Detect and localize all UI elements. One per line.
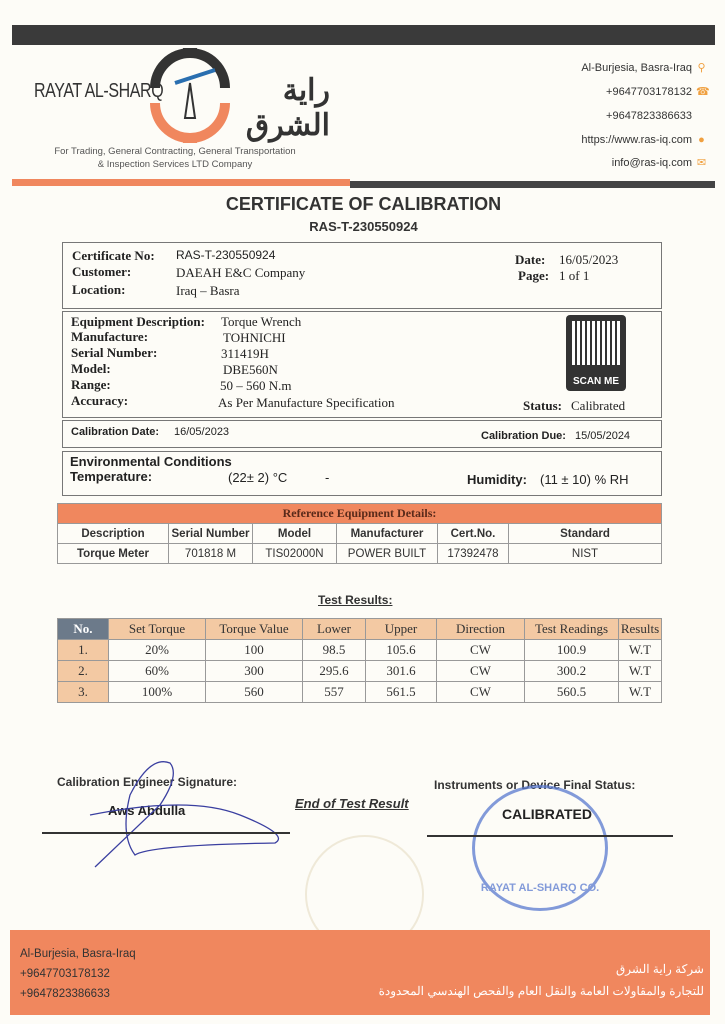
temperature-label: Temperature: bbox=[70, 469, 153, 484]
phone-icon: ☎ bbox=[696, 85, 710, 98]
footer-phone2: +9647823386633 bbox=[20, 988, 110, 1000]
equipment-desc-label: Equipment Description: bbox=[71, 314, 205, 329]
test-header-upper: Upper bbox=[366, 619, 437, 640]
page-subtitle: RAS-T-230550924 bbox=[309, 219, 418, 234]
contact-text: +9647823386633 bbox=[606, 110, 692, 122]
calibration-due-label: Calibration Due: bbox=[481, 430, 566, 442]
contact-address bbox=[581, 62, 707, 74]
page-label: Page: bbox=[518, 268, 550, 283]
table-row bbox=[58, 682, 662, 703]
divider-dark bbox=[350, 181, 715, 188]
calibration-due-value: 15/05/2024 bbox=[575, 430, 631, 442]
test-header-lower: Lower bbox=[303, 619, 366, 640]
test-cell: 560 bbox=[206, 682, 303, 703]
tagline-line1: For Trading, General Contracting, General Transportation bbox=[54, 146, 296, 157]
temperature-dash: - bbox=[325, 470, 330, 485]
contact-text: https://www.ras-iq.com bbox=[581, 134, 692, 146]
test-cell: CW bbox=[437, 682, 525, 703]
location-label: Location: bbox=[72, 282, 126, 297]
location-value: Iraq – Basra bbox=[176, 283, 240, 298]
footer-phone1: +9647703178132 bbox=[20, 968, 110, 980]
divider-orange bbox=[12, 179, 350, 186]
ref-header-serial: Serial Number bbox=[169, 524, 253, 544]
equipment-box bbox=[62, 311, 662, 418]
top-bar bbox=[12, 25, 715, 45]
contact-text: info@ras-iq.com bbox=[611, 157, 692, 169]
reference-title: Reference Equipment Details: bbox=[58, 504, 662, 524]
contact-phone1 bbox=[606, 85, 710, 98]
final-status-value: CALIBRATED bbox=[502, 806, 592, 822]
ref-cell: Torque Meter bbox=[58, 544, 169, 564]
range-value: 50 – 560 N.m bbox=[220, 378, 292, 393]
test-header-test-readings: Test Readings bbox=[525, 619, 619, 640]
cert-no-value: RAS-T-230550924 bbox=[176, 248, 276, 262]
ref-header-manufacturer: Manufacturer bbox=[337, 524, 438, 544]
equipment-desc-value: Torque Wrench bbox=[221, 314, 302, 329]
test-header-results: Results bbox=[619, 619, 662, 640]
ref-header-model: Model bbox=[253, 524, 337, 544]
stamp-text: RAYAT AL-SHARQ CO. bbox=[480, 882, 600, 894]
test-cell: 301.6 bbox=[366, 661, 437, 682]
test-header-direction: Direction bbox=[437, 619, 525, 640]
cert-no-label: Certificate No: bbox=[72, 248, 155, 263]
logo-text-en: RAYAT AL-SHARQ bbox=[34, 80, 164, 102]
test-header-torque-value: Torque Value bbox=[206, 619, 303, 640]
test-cell: 2. bbox=[58, 661, 109, 682]
test-cell: W.T bbox=[619, 640, 662, 661]
status-label: Status: bbox=[523, 398, 563, 413]
test-cell: 300 bbox=[206, 661, 303, 682]
footer bbox=[10, 930, 710, 1015]
customer-value: DAEAH E&C Company bbox=[176, 265, 306, 280]
qr-code-icon bbox=[572, 321, 620, 365]
contact-website bbox=[581, 134, 707, 146]
manufacture-value: TOHNICHI bbox=[223, 330, 286, 345]
test-cell: 295.6 bbox=[303, 661, 366, 682]
test-cell: W.T bbox=[619, 661, 662, 682]
qr-code[interactable] bbox=[566, 315, 626, 391]
customer-label: Customer: bbox=[72, 264, 132, 279]
test-cell: 100% bbox=[109, 682, 206, 703]
date-value: 16/05/2023 bbox=[559, 252, 619, 267]
page-value: 1 of 1 bbox=[559, 268, 590, 283]
end-of-test-result: End of Test Result bbox=[295, 796, 409, 811]
ref-header-standard: Standard bbox=[509, 524, 662, 544]
certificate-info-box bbox=[62, 242, 662, 309]
test-header-no: No. bbox=[58, 619, 109, 640]
test-cell: 300.2 bbox=[525, 661, 619, 682]
contact-phone2 bbox=[606, 110, 692, 122]
test-results-table bbox=[57, 618, 662, 703]
accuracy-label: Accuracy: bbox=[71, 393, 129, 408]
serial-value: 311419H bbox=[221, 346, 269, 361]
ref-cell: 17392478 bbox=[438, 544, 509, 564]
test-cell: CW bbox=[437, 661, 525, 682]
ref-cell: TIS02000N bbox=[253, 544, 337, 564]
logo-text-ar: راية الشرق bbox=[245, 74, 330, 142]
tagline-line2: & Inspection Services LTD Company bbox=[97, 159, 253, 170]
company-stamp bbox=[472, 785, 608, 911]
test-header-set-torque: Set Torque bbox=[109, 619, 206, 640]
tagline bbox=[25, 145, 325, 171]
location-pin-icon: ⚲ bbox=[697, 61, 706, 74]
range-label: Range: bbox=[71, 377, 111, 392]
test-cell: 100 bbox=[206, 640, 303, 661]
engineer-signature-line bbox=[42, 832, 290, 834]
page-title: CERTIFICATE OF CALIBRATION bbox=[225, 194, 502, 214]
status-value: Calibrated bbox=[571, 398, 626, 413]
handwritten-signature bbox=[70, 755, 290, 875]
serial-label: Serial Number: bbox=[71, 345, 158, 360]
test-cell: W.T bbox=[619, 682, 662, 703]
ref-cell: 701818 M bbox=[169, 544, 253, 564]
environment-box bbox=[62, 451, 662, 496]
final-status-label: Instruments or Device Final Status: bbox=[434, 778, 636, 792]
final-status-line bbox=[427, 835, 673, 837]
test-cell: 105.6 bbox=[366, 640, 437, 661]
footer-address: Al-Burjesia, Basra-Iraq bbox=[20, 948, 136, 960]
email-icon: ✉ bbox=[696, 156, 707, 169]
ref-cell: POWER BUILT bbox=[337, 544, 438, 564]
manufacture-label: Manufacture: bbox=[71, 329, 149, 344]
temperature-value: (22± 2) °C bbox=[228, 470, 288, 485]
footer-arabic-name: شركة راية الشرق bbox=[615, 962, 704, 976]
engineer-name: Aws Abdulla bbox=[108, 803, 186, 818]
table-row bbox=[58, 640, 662, 661]
ref-cell: NIST bbox=[509, 544, 662, 564]
humidity-value: (11 ± 10) % RH bbox=[540, 472, 629, 487]
model-value: DBE560N bbox=[223, 362, 278, 377]
humidity-label: Humidity: bbox=[467, 472, 527, 487]
calibration-date-label: Calibration Date: bbox=[71, 426, 160, 438]
calibration-dates-box bbox=[62, 420, 662, 448]
calibration-date-value: 16/05/2023 bbox=[174, 426, 230, 438]
footer-arabic-description: للتجارة والمقاولات العامة والنقل العام والفحص الهندسي المحدودة bbox=[378, 984, 704, 998]
date-label: Date: bbox=[515, 252, 546, 267]
ref-header-cert-no: Cert.No. bbox=[438, 524, 509, 544]
test-cell: 20% bbox=[109, 640, 206, 661]
scan-me-label: SCAN ME bbox=[572, 376, 620, 387]
test-cell: 3. bbox=[58, 682, 109, 703]
contact-text: +9647703178132 bbox=[606, 86, 692, 98]
test-cell: 100.9 bbox=[525, 640, 619, 661]
test-cell: 557 bbox=[303, 682, 366, 703]
accuracy-value: As Per Manufacture Specification bbox=[218, 395, 395, 410]
test-cell: 60% bbox=[109, 661, 206, 682]
test-cell: 1. bbox=[58, 640, 109, 661]
test-cell: 561.5 bbox=[366, 682, 437, 703]
contact-email bbox=[612, 157, 707, 169]
test-cell: 560.5 bbox=[525, 682, 619, 703]
contact-text: Al-Burjesia, Basra-Iraq bbox=[581, 62, 692, 74]
environment-title: Environmental Conditions bbox=[70, 454, 232, 469]
logo bbox=[30, 48, 330, 143]
test-results-title: Test Results: bbox=[318, 593, 393, 607]
ref-header-description: Description bbox=[58, 524, 169, 544]
test-cell: CW bbox=[437, 640, 525, 661]
reference-equipment-table bbox=[57, 503, 662, 564]
globe-icon: ● bbox=[698, 133, 705, 146]
table-row bbox=[58, 661, 662, 682]
engineer-signature-label: Calibration Engineer Signature: bbox=[57, 775, 238, 789]
model-label: Model: bbox=[71, 361, 111, 376]
test-cell: 98.5 bbox=[303, 640, 366, 661]
table-row bbox=[58, 544, 662, 564]
